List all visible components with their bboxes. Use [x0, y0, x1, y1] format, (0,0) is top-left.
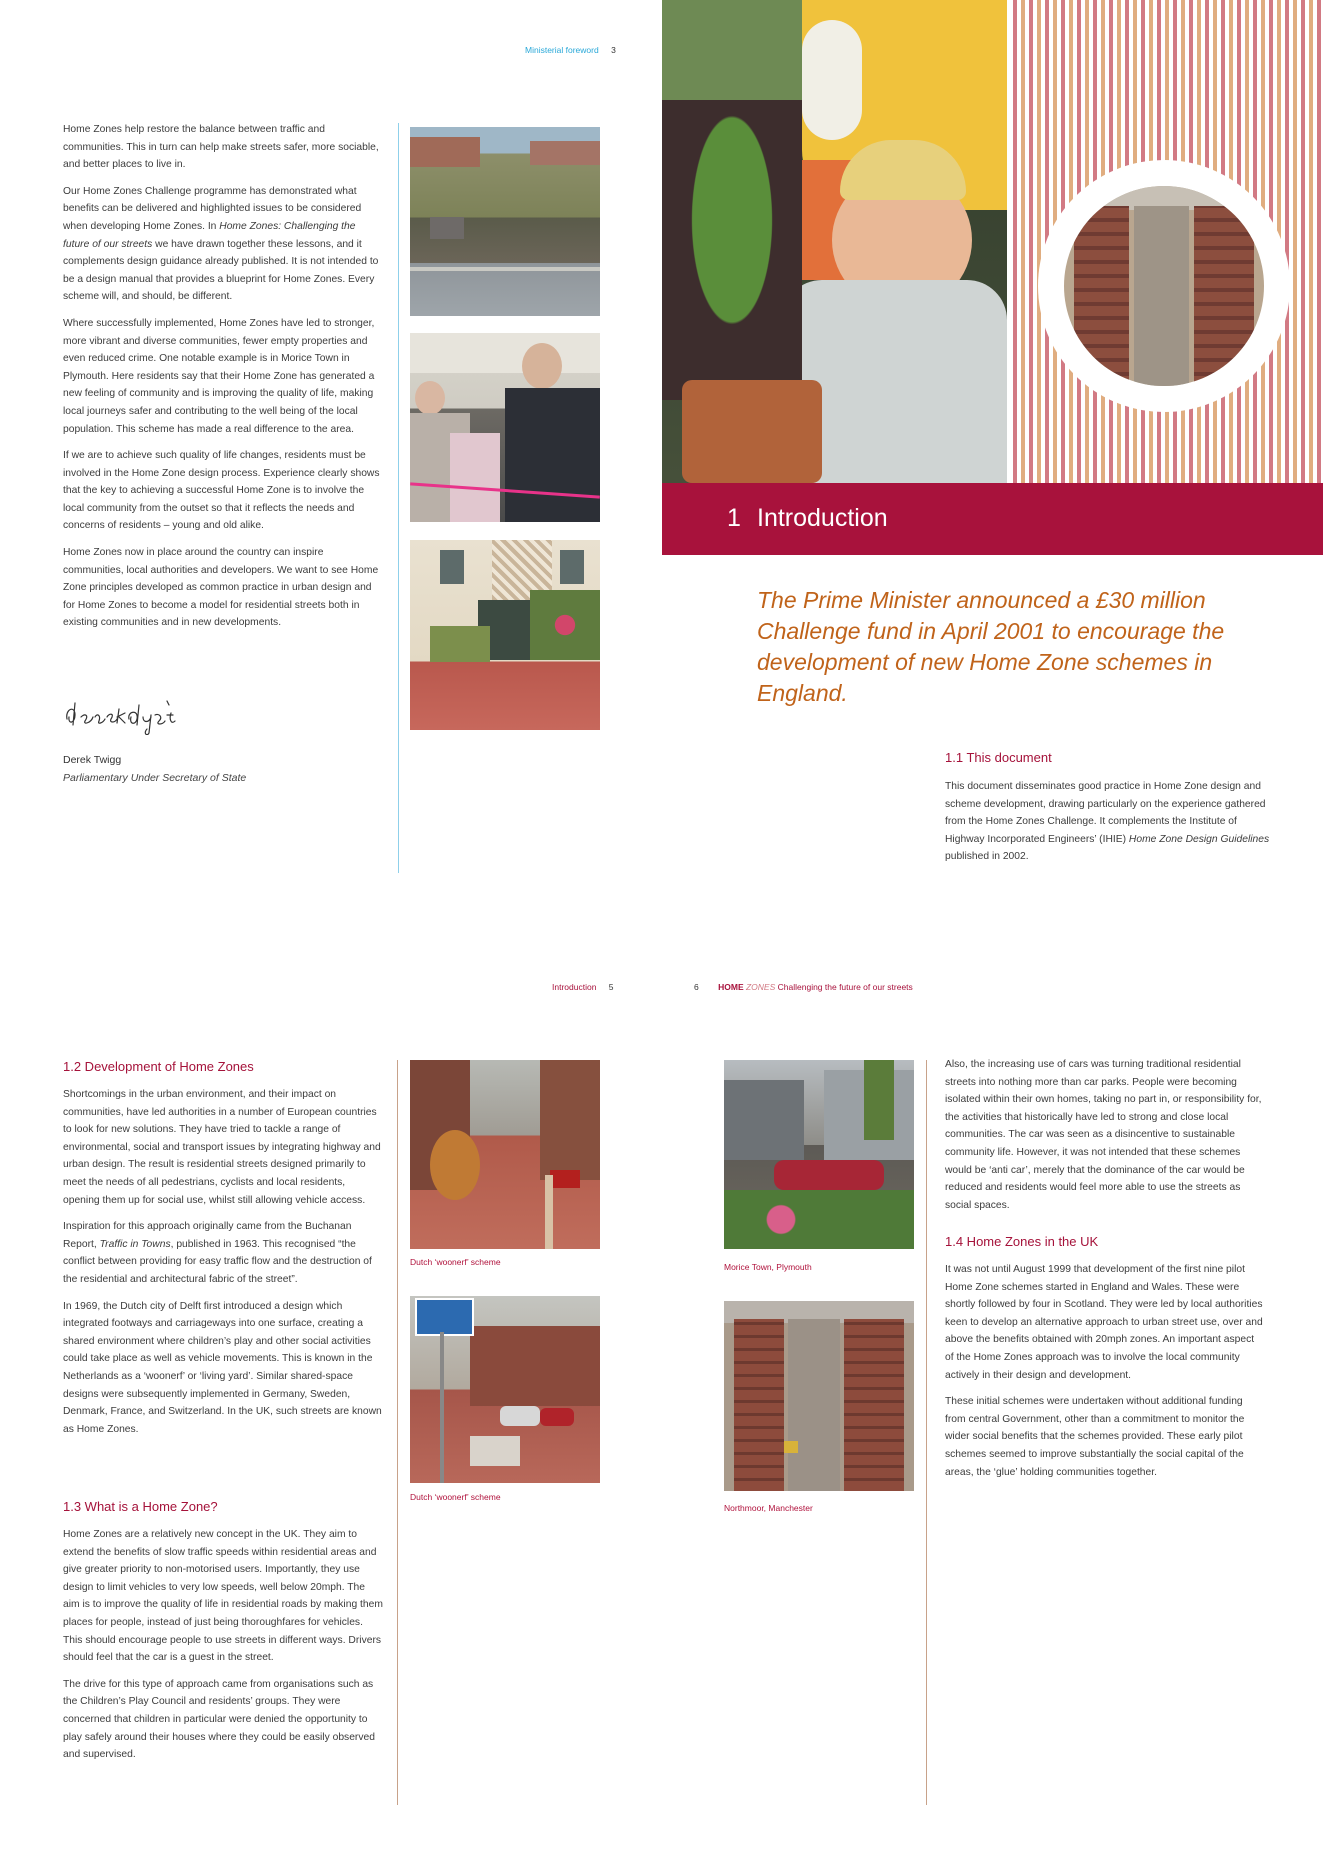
- body-continued: [945, 1056, 1265, 1223]
- paragraph: It was not until August 1999 that development of the first nine pilot Home Zone schemes started in England and Wales. These were shortly followed by four in Scotland. They were led by local authorities keen to develop an alternative approach to urban street use, over and above the benefits obtained with 20mph zones. An important aspect of the Home Zones approach was to involve the local community actively in their design and development.: [945, 1264, 1263, 1381]
- paragraph: Home Zones are a relatively new concept in the UK. They aim to extend the benefits of slow traffic speeds within residential areas and give greater priority to non-motorised users. Importantly, they use design to limit vehicles to very low speeds, well below 20mph. The aim is to improve the quality of life in residential roads by making them places for people, instead of just being thoroughfares for vehicles. This should encourage people to use streets in different ways. Drivers should feel that the car is a guest in the street.: [63, 1529, 383, 1664]
- page-number: 5: [608, 982, 614, 992]
- paragraph: Home Zones help restore the balance between traffic and communities. This in turn can help make streets safer, more sociable, and better places to live in.: [63, 124, 379, 171]
- signatory-name: Derek Twigg: [63, 754, 122, 766]
- column-rule: [398, 123, 399, 873]
- chapter-title: Introduction: [757, 504, 888, 532]
- pull-quote: The Prime Minister announced a £30 million Challenge fund in April 2001 to encourage the development of new Home Zone schemes in England.: [757, 587, 1225, 706]
- photo-caption: Dutch ‘woonerf’ scheme: [410, 1257, 501, 1267]
- running-head-title: Introduction: [552, 982, 597, 992]
- chapter-banner: [662, 483, 1323, 555]
- photo-caption: Dutch ‘woonerf’ scheme: [410, 1492, 501, 1502]
- page-number: 3: [611, 45, 616, 55]
- photo-northmoor: [724, 1301, 914, 1491]
- running-head-p3: [525, 45, 616, 55]
- photo-woonerf-street: [410, 1060, 600, 1249]
- column-rule: [397, 1060, 398, 1805]
- photo-woonerf-sign: [410, 1296, 600, 1483]
- header-zones: ZONES: [745, 982, 776, 992]
- section-body-1-3: [63, 1526, 383, 1773]
- section-heading-1-3: 1.3 What is a Home Zone?: [63, 1499, 218, 1514]
- running-head-p5: [552, 982, 614, 992]
- running-head-p6: [694, 982, 913, 992]
- aerial-photo-circle: [1038, 160, 1290, 412]
- photo-ribbon-cutting: [410, 333, 600, 522]
- paragraph: If we are to achieve such quality of life changes, residents must be involved in the Home Zone design process. Experience clearly shows that the key to achieving a successful Home Zone is to involve the local community from the outset so that it reflects the needs and concerns of residents – young and old alike.: [63, 450, 380, 532]
- hero-photo-boy: [662, 0, 1007, 483]
- paragraph: Our Home Zones Challenge programme has demonstrated what benefits can be delivered and highlighted issues to be considered when developing Home Zones. In Home Zones: Challenging the future of our streets we have drawn together these lessons, and it complements design guidance already published. It is not intended to be a design manual that provides a blueprint for Home Zones. Every scheme will, and should, be different.: [63, 185, 379, 303]
- photo-play-area: [410, 127, 600, 316]
- section-body-1-2: [63, 1086, 383, 1447]
- photo-caption: Morice Town, Plymouth: [724, 1262, 812, 1272]
- section-heading-1-4: 1.4 Home Zones in the UK: [945, 1234, 1099, 1249]
- photo-caption: Northmoor, Manchester: [724, 1503, 813, 1513]
- header-home: HOME: [718, 982, 744, 992]
- section-heading-1-2: 1.2 Development of Home Zones: [63, 1059, 254, 1074]
- running-head-title: Ministerial foreword: [525, 45, 599, 55]
- chapter-number: 1: [727, 504, 741, 532]
- section-body-1-1: This document disseminates good practice in Home Zone design and scheme development, drawing particularly on the experience gathered from the Home Zones Challenge. It complements the Institute of Highway Incorporated Engineers’ (IHIE) Home Zone Design Guidelines published in 2002.: [945, 781, 1270, 863]
- signatory-title: Parliamentary Under Secretary of State: [63, 772, 247, 784]
- paragraph: Home Zones now in place around the country can inspire communities, local authorities and developers. We want to see Home Zone principles developed as common practice in urban design and for Home Zones to become a model for residential streets both in existing communities and in new developments.: [63, 547, 379, 629]
- paragraph: Shortcomings in the urban environment, and their impact on communities, have led authorities in a number of European countries to look for new solutions. They have tried to tackle a range of environmental, social and transport issues by integrating highway and urban design. The result is residential streets designed primarily to meet the needs of all pedestrians, cyclists and local residents, opening them up for social use, whilst still allowing vehicle access.: [63, 1089, 381, 1206]
- paragraph: These initial schemes were undertaken without additional funding from central Government, other than a commitment to monitor the wider social benefits that the schemes provided. These early pilot schemes seemed to improve substantially the social capital of the areas, the ‘glue’ holding communities together.: [945, 1396, 1245, 1478]
- paragraph: In 1969, the Dutch city of Delft first introduced a design which integrated footways and carriageways into one surface, creating a shared environment where children’s play and other social activities could take place as well as vehicle movements. This is known in the Netherlands as a ‘woonerf’ or ‘living yard’. Similar shared-space designs were subsequently implemented in Germany, Sweden, Denmark, France, and Switzerland. In the UK, such streets are known as Home Zones.: [63, 1300, 382, 1435]
- photo-morice-town: [724, 1060, 914, 1249]
- paragraph: Where successfully implemented, Home Zones have led to stronger, more vibrant and diverse communities, fewer empty properties and even reduced crime. One notable example is in Morice Town in Plymouth. Here residents say that their Home Zone has generated a new feeling of community and is improving the quality of life, making local journeys safer and contributing to the well being of the local population. This scheme has made a real difference to the area.: [63, 317, 375, 435]
- photo-house-front: [410, 540, 600, 730]
- column-rule: [926, 1060, 927, 1805]
- paragraph: Also, the increasing use of cars was turning traditional residential streets into nothing more than car parks. People were becoming isolated within their own homes, taking no part in, or responsibility for, the activities that historically have led to strong and close local communities. The car was seen as a disincentive to sustainable community life. However, it was not intended that these schemes would be ‘anti car’, merely that the dominance of the car would be reduced and residents would feel more able to use the streets as social spaces.: [945, 1059, 1262, 1211]
- paragraph: Inspiration for this approach originally came from the Buchanan Report, Traffic in Towns, published in 1963. This recognised “the conflict between providing for easy traffic flow and the destruction of the residential and architectural fabric of the street”.: [63, 1221, 372, 1285]
- signature-image: [63, 695, 193, 735]
- page-number: 6: [694, 982, 699, 992]
- section-heading-1-1: 1.1 This document: [945, 750, 1052, 765]
- paragraph: The drive for this type of approach came from organisations such as the Children’s Play Council and residents’ groups. They were concerned that children in particular were denied the opportunity to play safely around their houses where they could be easily observed and supervised.: [63, 1678, 375, 1761]
- section-body-1-4: [945, 1261, 1265, 1490]
- foreword-body: [63, 121, 383, 641]
- header-subtitle: Challenging the future of our streets: [777, 982, 913, 992]
